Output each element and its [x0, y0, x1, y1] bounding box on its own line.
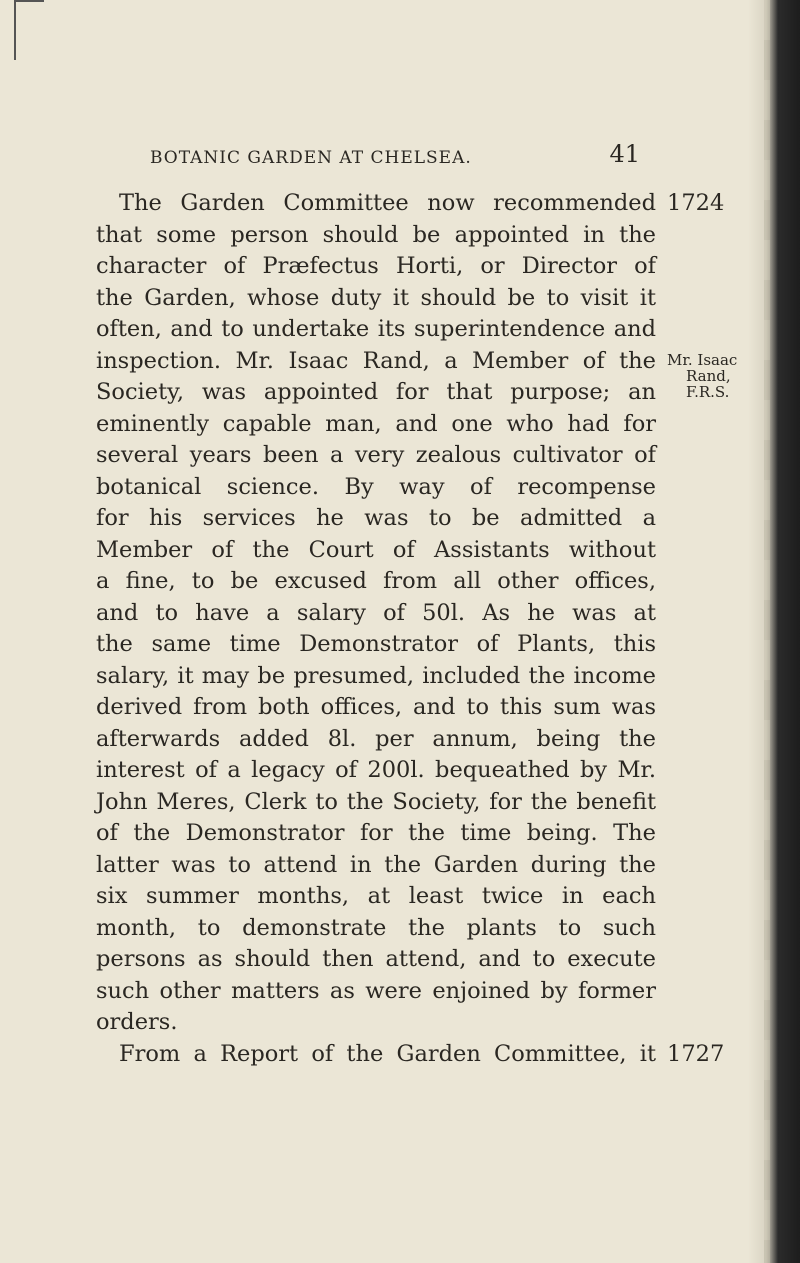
margin-note-line: Rand, [686, 367, 731, 385]
text-line: afterwards added 8l. per annum, being the [96, 725, 656, 752]
text-line: orders. [96, 1009, 178, 1035]
text-line: month, to demonstrate the plants to such [96, 914, 656, 941]
margin-year: 1724 [667, 190, 725, 216]
text-line: for his services he was to be admitted a [96, 505, 656, 531]
text-line: latter was to attend in the Garden during the [96, 851, 656, 878]
text-line: such other matters as were enjoined by former [96, 977, 656, 1004]
text-line: of the Demonstrator for the time being. The [96, 820, 656, 846]
running-head: BOTANIC GARDEN AT CHELSEA. [150, 148, 472, 168]
margin-note-line: F.R.S. [686, 383, 730, 401]
text-line: John Meres, Clerk to the Society, for the benefit [96, 788, 656, 815]
text-line: several years been a very zealous cultivator of [96, 442, 656, 468]
text-line: the same time Demonstrator of Plants, this [96, 631, 656, 657]
scan-corner-mark [14, 0, 16, 60]
text-line: that some person should be appointed in the [96, 221, 656, 248]
page-number: 41 [609, 140, 640, 168]
margin-note [667, 352, 737, 400]
text-line: inspection. Mr. Isaac Rand, a Member of the [96, 347, 656, 374]
text-line: a fine, to be excused from all other offices, [96, 568, 656, 594]
text-line: and to have a salary of 50l. As he was at [96, 599, 656, 626]
text-line: From a Report of the Garden Committee, it [119, 1040, 656, 1067]
text-line: character of Præfectus Horti, or Director of [96, 253, 656, 279]
text-line: persons as should then attend, and to execute [96, 946, 656, 972]
text-line: The Garden Committee now recommended [119, 190, 656, 216]
book-spine-shadow [748, 0, 800, 1263]
body-text [96, 188, 656, 1070]
text-line: salary, it may be presumed, included the income [96, 662, 656, 689]
text-line: eminently capable man, and one who had for [96, 410, 656, 437]
text-line: often, and to undertake its superintendence and [96, 316, 656, 342]
text-line: derived from both offices, and to this sum was [96, 694, 656, 720]
text-line: the Garden, whose duty it should be to visit it [96, 284, 656, 311]
text-line: six summer months, at least twice in each [96, 883, 656, 909]
page-header [150, 140, 640, 176]
text-line: Member of the Court of Assistants without [96, 536, 656, 563]
text-line: Society, was appointed for that purpose; an [96, 379, 656, 405]
text-line: interest of a legacy of 200l. bequeathed by Mr. [96, 757, 656, 783]
scan-corner-mark-top [14, 0, 44, 2]
margin-note-line: Mr. Isaac [667, 351, 738, 369]
text-line: botanical science. By way of recompense [96, 473, 656, 500]
page-edge [764, 0, 770, 1263]
margin-year: 1727 [667, 1041, 725, 1067]
